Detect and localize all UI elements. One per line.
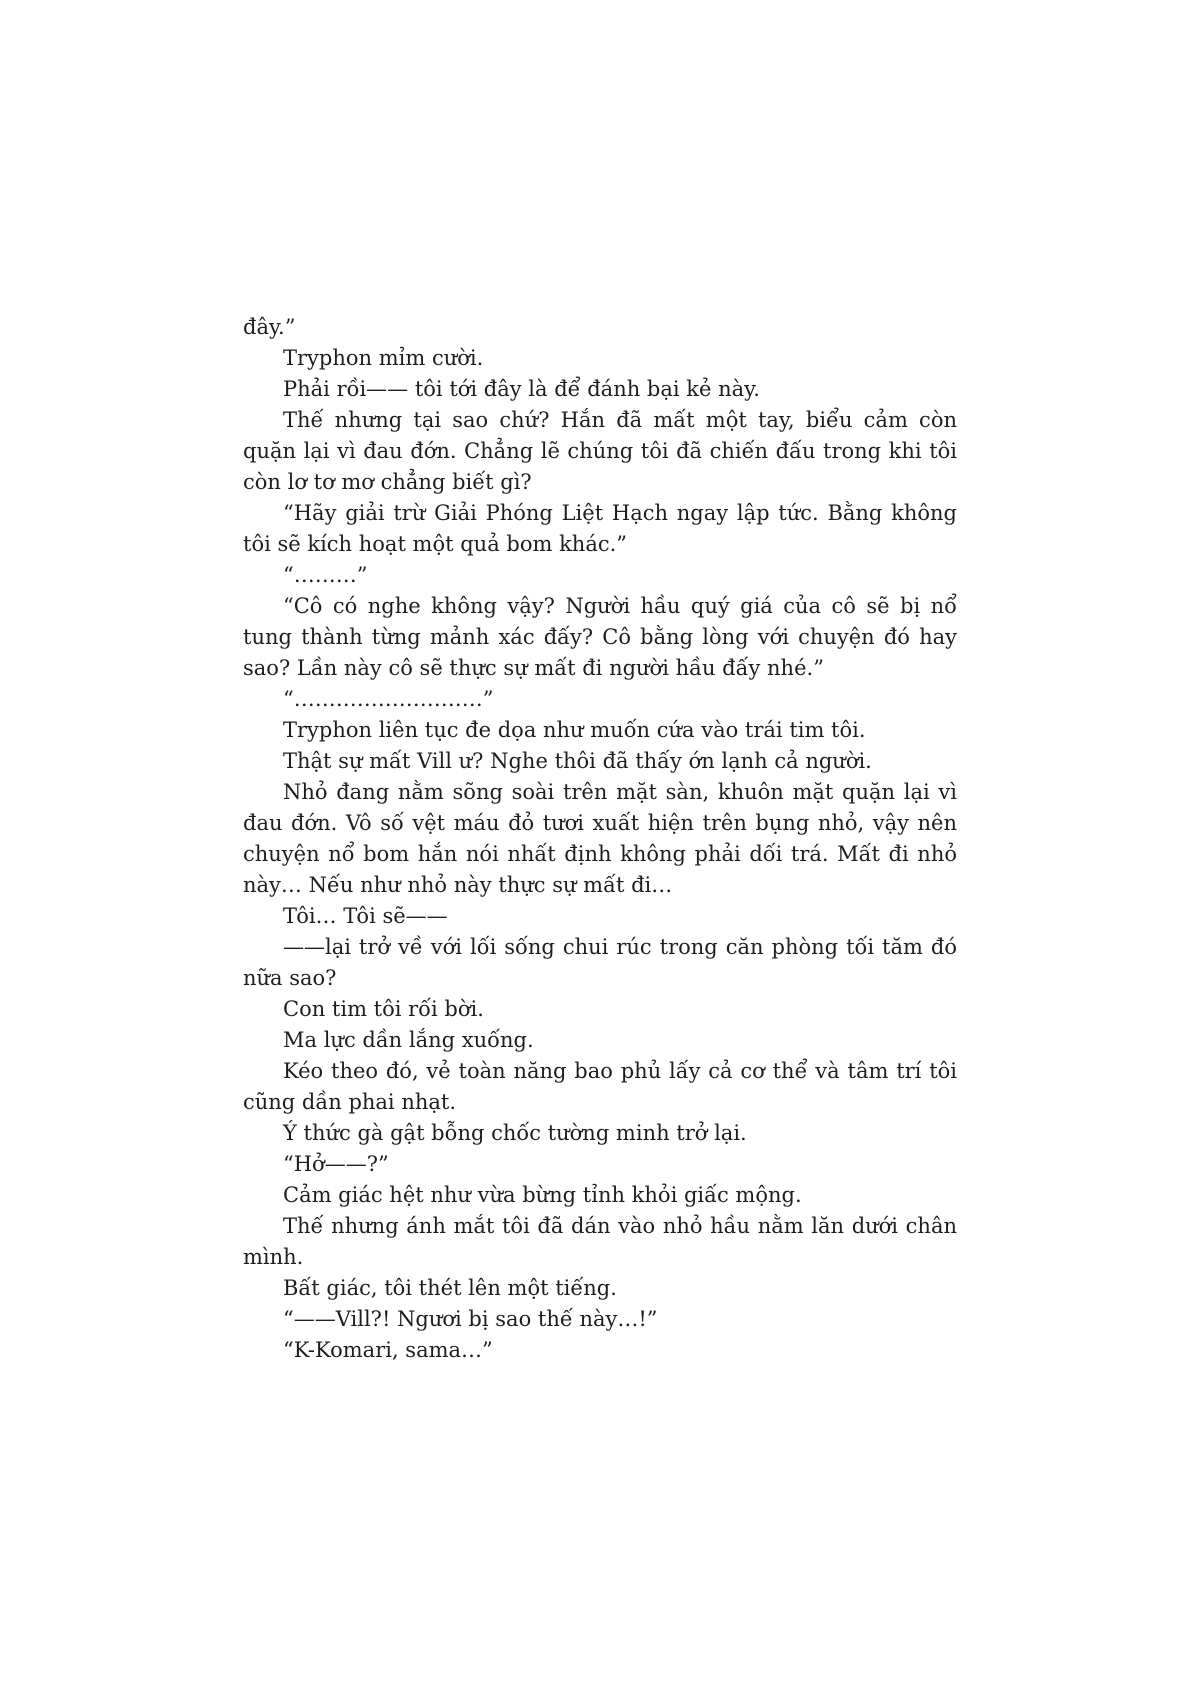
body-text [243,312,957,1366]
paragraph: “——Vill?! Ngươi bị sao thế này…!” [283,1307,658,1331]
paragraph: Tôi… Tôi sẽ—— [283,904,448,928]
paragraph: “K-Komari, sama…” [283,1338,493,1362]
paragraph: Thế nhưng tại sao chứ? Hắn đã mất một tay, biểu cảm còn quặn lại vì đau đớn. Chẳng lẽ chúng tôi đã chiến đấu trong khi tôi còn lơ tơ mơ chẳng biết gì? [243,408,957,494]
paragraph: Con tim tôi rối bời. [283,997,484,1021]
paragraph: Tryphon mỉm cười. [283,346,484,370]
paragraph: Ý thức gà gật bỗng chốc tường minh trở lại. [283,1121,747,1145]
paragraph: “Hãy giải trừ Giải Phóng Liệt Hạch ngay lập tức. Bằng không tôi sẽ kích hoạt một quả bom khác.” [243,501,957,556]
paragraph: Thật sự mất Vill ư? Nghe thôi đã thấy ớn lạnh cả người. [283,749,872,773]
paragraph: Phải rồi—— tôi tới đây là để đánh bại kẻ này. [283,377,760,401]
paragraph: Cảm giác hệt như vừa bừng tỉnh khỏi giấc mộng. [283,1183,802,1207]
paragraph: “Cô có nghe không vậy? Người hầu quý giá của cô sẽ bị nổ tung thành từng mảnh xác đấy? Cô bằng lòng với chuyện đó hay sao? Lần này cô sẽ thực sự mất đi người hầu đấy nhé.” [243,594,957,680]
paragraph: đây.” [243,315,296,339]
paragraph: Nhỏ đang nằm sõng soài trên mặt sàn, khuôn mặt quặn lại vì đau đớn. Vô số vệt máu đỏ tươi xuất hiện trên bụng nhỏ, vậy nên chuyện nổ bom hắn nói nhất định không phải dối trá. Mất đi nhỏ này… Nếu như nhỏ này thực sự mất đi… [243,780,957,897]
paragraph: Kéo theo đó, vẻ toàn năng bao phủ lấy cả cơ thể và tâm trí tôi cũng dần phai nhạt. [243,1059,957,1114]
paragraph: Ma lực dần lắng xuống. [283,1028,534,1052]
paragraph: Bất giác, tôi thét lên một tiếng. [283,1276,617,1300]
paragraph: “………” [283,563,368,587]
paragraph: ——lại trở về với lối sống chui rúc trong căn phòng tối tăm đó nữa sao? [243,935,957,990]
paragraph: Tryphon liên tục đe dọa như muốn cứa vào trái tim tôi. [283,718,866,742]
paragraph: “………………………” [283,687,494,711]
paragraph: Thế nhưng ánh mắt tôi đã dán vào nhỏ hầu nằm lăn dưới chân mình. [243,1214,957,1269]
paragraph: “Hở——?” [283,1152,389,1176]
